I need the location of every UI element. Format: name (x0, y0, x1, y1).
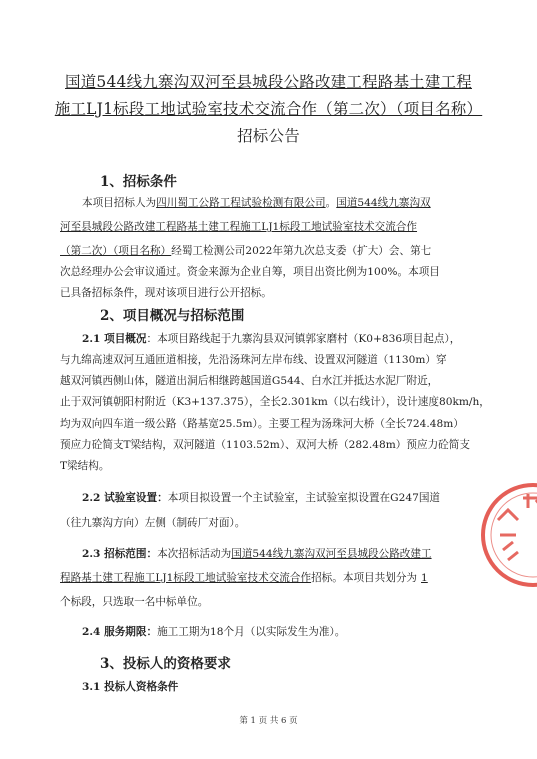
s1-text: 本项目招标人为 (82, 197, 157, 209)
s21-line-2: 与九绵高速双河互通匝道相接，先沿汤珠河左岸布线、设置双河隧道（1130m）穿 (60, 354, 447, 366)
company-seal-icon (478, 480, 537, 590)
project-name-part: 程路基土建工程施工LJ1标段工地试验室技术交流合作 (60, 572, 312, 584)
page-footer: 第 1 页 共 6 页 (239, 716, 298, 726)
s24-text: 施工工期为18个月（以实际发生为准）。 (157, 626, 346, 638)
s21-line-3: 越双河镇西侧山体，隧道出洞后相继跨越国道G544、白水江并抵达水泥厂附近， (60, 375, 439, 387)
project-name-part: 国道544线九寨沟双河至县城段公路改建工 (231, 548, 432, 560)
s21-text: ：本项目路线起于九寨沟县双河镇郭家磨村（K0+836项目起点）， (146, 333, 461, 345)
s22-line-1 (82, 491, 440, 505)
project-name-part: 国道544线九寨沟双 (336, 197, 431, 209)
s1-line-2: 河至县城段公路改建工程路基土建工程施工LJ1标段工地试验室技术交流合作 (60, 221, 418, 233)
s1-line-4: 次总经理办公会审议通过。资金来源为企业自筹，项目出资比例为100%。本项目 (60, 266, 440, 278)
lot-count: 1 (421, 572, 428, 584)
s21-line-1 (82, 332, 460, 346)
s21-line-7: T梁结构。 (60, 460, 110, 472)
s22-line-2: （往九寨沟方向）左侧（制砖厂对面）。 (60, 517, 246, 529)
s23-line-2 (60, 571, 432, 585)
s31-heading: 3.1 投标人资格条件 (82, 681, 179, 693)
s1-text: 经蜀工检测公司2022年第九次总支委（扩大）会、第七 (171, 245, 432, 257)
s22-label: 2.2 试验室设置： (82, 492, 168, 504)
s23-line-1 (82, 547, 432, 561)
s21-line-4: 止于双河镇朝阳村附近（K3+137.375），全长2.301km（以右线计），设计速度80km/h， (60, 396, 490, 408)
s21-label: 2.1 项目概况 (82, 333, 147, 345)
s1-line-5: 已具备招标条件，现对该项目进行公开招标。 (60, 287, 272, 299)
s22-text: 本项目拟设置一个主试验室，主试验室拟设置在G247国道 (167, 492, 441, 504)
s24-line-1 (82, 625, 345, 639)
title-line-2: 施工LJ1标段工地试验室技术交流合作（第二次）（项目名称） (54, 100, 483, 118)
s1-line-1 (82, 196, 431, 210)
section-1-heading: 1、招标条件 (100, 174, 177, 190)
s23-text: 本次招标活动为 (157, 548, 232, 560)
s21-line-5: 均为双向四车道一级公路（路基宽25.5m）。主要工程为汤珠河大桥（全长724.48m） (60, 418, 464, 430)
s23-label: 2.3 招标范围： (82, 548, 158, 560)
s1-line-3 (60, 244, 431, 258)
tenderer-name: 四川蜀工公路工程试验检测有限公司 (156, 197, 326, 209)
title-line-1: 国道544线九寨沟双河至县城段公路改建工程路基土建工程 (65, 73, 472, 91)
s23-line-3: 个标段，只选取一名中标单位。 (60, 596, 209, 608)
title-line-3: 招标公告 (237, 127, 300, 145)
section-3-heading: 3、投标人的资格要求 (100, 656, 231, 672)
s1-text: 。 (325, 197, 337, 209)
project-name-part: （第二次）（项目名称） (60, 245, 172, 257)
s23-text: 招标。本项目共划分为 (311, 572, 418, 584)
section-2-heading: 2、项目概况与招标范围 (100, 308, 245, 324)
s21-line-6: 预应力砼简支T梁结构，双河隧道（1103.52m）、双河大桥（282.48m）预应力砼简支 (60, 439, 470, 451)
s24-label: 2.4 服务期限： (82, 626, 158, 638)
